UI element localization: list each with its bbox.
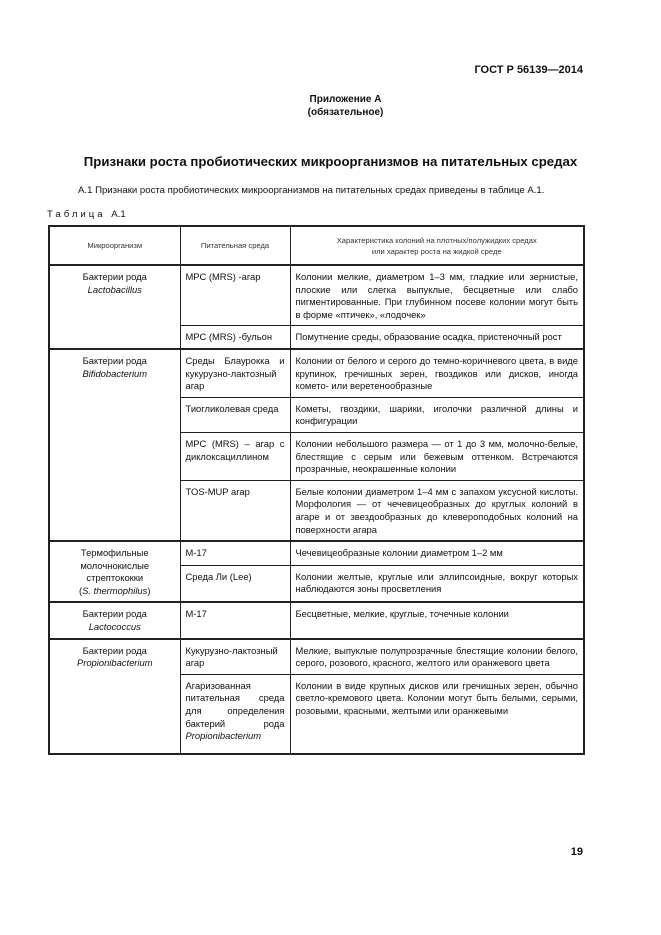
header-characteristic xyxy=(290,226,584,265)
medium-cell: TOS-MUP агар xyxy=(180,480,290,541)
organism-name: Бактерии рода xyxy=(82,354,147,366)
table-caption-number: А.1 xyxy=(111,209,126,220)
table-row xyxy=(49,639,584,675)
section-title: Признаки роста пробиотических микроорганизмов на питательных средах xyxy=(83,154,578,169)
medium-cell: Среда Ли (Lee) xyxy=(180,565,290,602)
organism-cell xyxy=(49,265,180,349)
medium-cell: М-17 xyxy=(180,541,290,565)
medium-text: Агаризованная питательная среда для определения бактерий рода xyxy=(185,679,285,729)
organism-genus: Propionibacterium xyxy=(76,657,153,669)
table-row xyxy=(49,349,584,397)
description-cell: Бесцветные, мелкие, круглые, точечные колонии xyxy=(290,602,584,638)
medium-cell: М-17 xyxy=(180,602,290,638)
appendix-heading xyxy=(0,93,661,119)
medium-cell xyxy=(180,674,290,753)
header-characteristic-line1: Характеристика колоний на плотных/полужидких средах xyxy=(336,235,537,245)
table-caption xyxy=(47,209,126,220)
medium-cell: МРС (MRS) -агар xyxy=(180,265,290,326)
organism-genus: Lactobacillus xyxy=(87,283,142,295)
organism-genus: Bifidobacterium xyxy=(82,367,148,379)
table-caption-word: Таблица xyxy=(47,209,106,220)
description-cell: Колонии в виде крупных дисков или гречишных зерен, обычно светло-кремового цвета. Колонии могут быть белыми, серыми, розовыми, красными, желтыми или оранжевыми xyxy=(290,674,584,753)
description-cell: Колонии от белого и серого до темно-коричневого цвета, в виде крупинок, гречишных зерен, гвоздиков или дисков, иногда комето- или веретенообразные xyxy=(290,349,584,397)
medium-genus: Propionibacterium xyxy=(185,730,262,742)
organism-cell xyxy=(49,541,180,602)
medium-cell: Тиогликолевая среда xyxy=(180,397,290,432)
description-cell: Колонии мелкие, диаметром 1–3 мм, гладкие или зернистые, плоские или слегка выпуклые, бесцветные или слабо пигментированные. При глубинном посеве колонии могут быть в форме «птичек», «лодочек» xyxy=(290,265,584,326)
growth-table xyxy=(48,225,585,755)
description-cell: Чечевицеобразные колонии диаметром 1–2 мм xyxy=(290,541,584,565)
page-number: 19 xyxy=(570,846,583,858)
description-cell: Колонии небольшого размера — от 1 до 3 мм, молочно-белые, блестящие с серым или бежевым оттенком. Встречаются прозрачные, неокрашенные колонии xyxy=(290,432,584,480)
description-cell: Мелкие, выпуклые полупрозрачные блестящие колонии белого, серого, розового, красного, желтого или оранжевого цвета xyxy=(290,639,584,675)
medium-cell: МРС (MRS) -бульон xyxy=(180,326,290,349)
organism-name: Термофильные молочнокислые стрептококки xyxy=(80,547,150,584)
organism-name: Бактерии рода xyxy=(82,608,147,620)
standard-designation: ГОСТ Р 56139—2014 xyxy=(474,64,583,76)
organism-cell xyxy=(49,349,180,541)
description-cell: Кометы, гвоздики, шарики, иголочки различной длины и конфигурации xyxy=(290,397,584,432)
header-organism: Микроорганизм xyxy=(49,226,180,265)
description-cell: Колонии желтые, круглые или эллипсоидные, вокруг которых наблюдаются зоны просветления xyxy=(290,565,584,602)
organism-name: Бактерии рода xyxy=(82,271,147,282)
medium-cell: МРС (MRS) – агар с диклоксациллином xyxy=(180,432,290,480)
header-medium: Питательная среда xyxy=(180,226,290,265)
table-row xyxy=(49,265,584,326)
description-cell: Белые колонии диаметром 1–4 мм с запахом уксусной кислоты. Морфология — от чечевицеобразных до круглых колоний в агаре и от звездообразных до клевероподобных колоний на поверхности агара xyxy=(290,480,584,541)
organism-genus-wrap: (S. thermophilus) xyxy=(79,584,151,596)
description-cell: Помутнение среды, образование осадка, пристеночный рост xyxy=(290,326,584,349)
medium-cell: Среды Блаурокка и кукурузно-лактозный агар xyxy=(180,349,290,397)
organism-cell xyxy=(49,602,180,638)
table-row xyxy=(49,541,584,565)
header-characteristic-line2: или характер роста на жидкой среде xyxy=(371,246,502,256)
intro-paragraph: А.1 Признаки роста пробиотических микроорганизмов на питательных средах приведены в таблице А.1. xyxy=(78,185,545,196)
table-header-row xyxy=(49,226,584,265)
medium-cell: Кукурузно-лактозный агар xyxy=(180,639,290,675)
appendix-title: Приложение А xyxy=(309,94,382,105)
organism-genus: Lactococcus xyxy=(88,621,141,633)
table-row xyxy=(49,602,584,638)
organism-genus: S. thermophilus xyxy=(82,584,148,596)
appendix-status: (обязательное) xyxy=(307,107,384,118)
organism-cell xyxy=(49,639,180,754)
organism-name: Бактерии рода xyxy=(82,644,147,656)
